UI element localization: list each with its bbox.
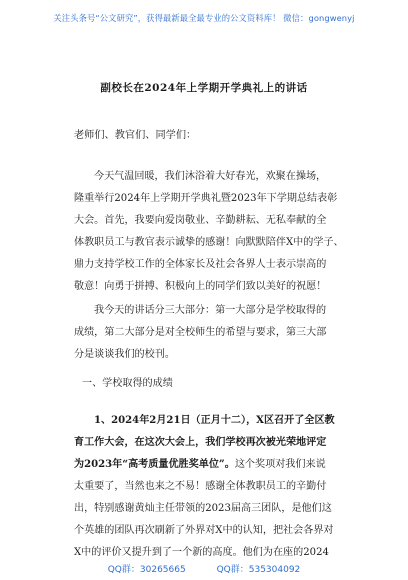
footer (0, 562, 408, 575)
text-line: 太重要了，当然也来之不易！感谢全体教职员工的辛勤付 (74, 481, 327, 492)
text-line: 体教职员工与教官表示诚挚的感谢！向默默陪伴X中的学子、 (74, 237, 344, 248)
text-line: 1、2024年2月21日（正月十二），X区召开了全区教 (94, 415, 335, 426)
paragraph-outline (74, 300, 339, 366)
bold-text: 为2023年“高考质量优胜奖单位”。 (74, 459, 235, 470)
normal-text: 这个奖项对我们来说 (234, 459, 326, 470)
qq-group-2: QQ群：535304092 (216, 565, 301, 575)
text-line: 大会。首先，我要向爱岗敬业、辛勤耕耘、无私奉献的全 (74, 215, 327, 226)
salutation: 老师们、教官们、同学们： (74, 130, 197, 141)
text-line: 分是谈谈我们的校刊。 (74, 349, 175, 360)
paragraph-achievement (74, 410, 339, 564)
document-title: 副校长在2024年上学期开学典礼上的讲话 (100, 82, 308, 94)
qq-group-1: QQ群：30265665 (107, 565, 186, 575)
text-line (74, 454, 339, 476)
text-line: 隆重举行2024年上学期开学典礼暨2023年下学期总结表彰 (74, 193, 338, 204)
text-line: 我今天的讲话分三大部分：第一大部分是学校取得的 (94, 305, 327, 316)
text-line: 出，特别感谢黄灿主任带领的2023届高三团队，是他们这 (74, 503, 332, 514)
text-line: 个英雄的团队再次刷新了外界对X中的认知，把社会各界对 (74, 525, 334, 536)
section-heading: 一、学校取得的成绩 (82, 378, 173, 389)
top-banner: 关注头条号“公文研究”，获得最新最全最专业的公文资料库！ 微信：gongwenyj (53, 13, 355, 23)
text-line: 今天气温回暖，我们沐浴着大好春光，欢聚在操场， (94, 171, 327, 182)
text-line: 育工作大会，在这次大会上，我们学校再次被光荣地评定 (74, 437, 327, 448)
paragraph-opening (74, 166, 344, 298)
text-line: 鼎力支持学校工作的全体家长及社会各界人士表示崇高的 (74, 259, 327, 270)
text-line: 敬意！向勇于拼搏、积极向上的同学们致以美好的祝愿！ (74, 281, 327, 292)
text-line: X中的评价又提升到了一个新的高度。他们为在座的2024 (74, 547, 329, 558)
text-line: 成绩，第二大部分是对全校师生的希望与要求，第三大部 (74, 327, 327, 338)
